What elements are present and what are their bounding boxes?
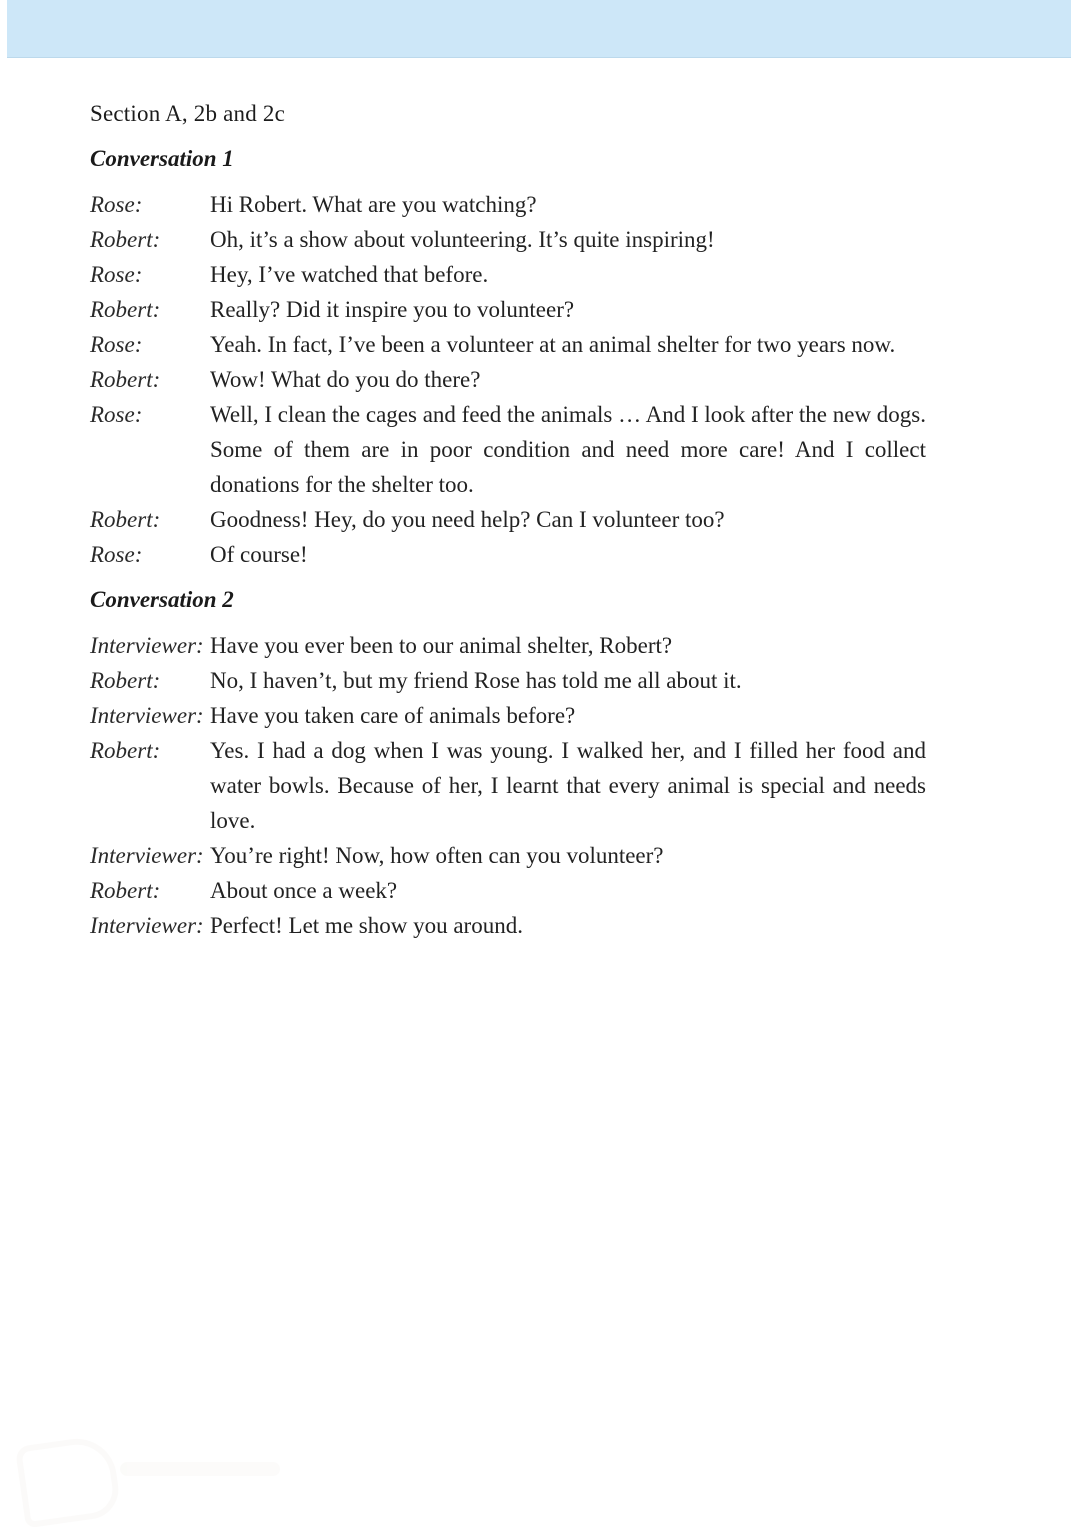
- utterance-text: Hey, I’ve watched that before.: [210, 262, 489, 287]
- conversation-1-lines: [90, 187, 926, 572]
- dialogue-row: [90, 628, 926, 663]
- utterance-text: Oh, it’s a show about volunteering. It’s quite inspiring!: [210, 227, 715, 252]
- speaker-label: Robert:: [90, 878, 161, 903]
- conversation-2-lines: [90, 628, 926, 943]
- speaker-label: Robert:: [90, 297, 161, 322]
- speaker-label: Interviewer:: [90, 843, 204, 868]
- dialogue-row: [90, 362, 926, 397]
- conversation-2-title: Conversation 2: [90, 587, 234, 612]
- utterance-text: No, I haven’t, but my friend Rose has told me all about it.: [210, 668, 742, 693]
- utterance-text: Well, I clean the cages and feed the animals … And I look after the new dogs. Some of them are in poor condition and need more care! And I collect donations for the shelter too.: [210, 402, 927, 497]
- dialogue-row: [90, 257, 926, 292]
- dialogue-row: [90, 873, 926, 908]
- speaker-label: Robert:: [90, 507, 161, 532]
- utterance-text: Yes. I had a dog when I was young. I walked her, and I filled her food and water bowls. Because of her, I learnt that every animal is special and needs love.: [210, 738, 926, 833]
- script-content: [90, 96, 926, 943]
- dialogue-row: [90, 908, 926, 943]
- utterance-text: Wow! What do you do there?: [210, 367, 481, 392]
- utterance-text: Have you taken care of animals before?: [210, 703, 576, 728]
- utterance-text: Have you ever been to our animal shelter, Robert?: [210, 633, 673, 658]
- conversation-1-title: Conversation 1: [90, 146, 234, 171]
- speaker-label: Rose:: [90, 332, 143, 357]
- section-title: Section A, 2b and 2c: [90, 101, 285, 126]
- dialogue-row: [90, 733, 926, 838]
- watermark-smudge: [120, 1462, 280, 1476]
- dialogue-row: [90, 222, 926, 257]
- top-banner: [7, 0, 1071, 58]
- speaker-label: Rose:: [90, 542, 143, 567]
- utterance-text: Hi Robert. What are you watching?: [210, 192, 537, 217]
- dialogue-row: [90, 397, 926, 502]
- utterance-text: Really? Did it inspire you to volunteer?: [210, 297, 575, 322]
- speaker-label: Interviewer:: [90, 913, 204, 938]
- speaker-label: Interviewer:: [90, 703, 204, 728]
- utterance-text: Yeah. In fact, I’ve been a volunteer at an animal shelter for two years now.: [210, 332, 896, 357]
- watermark-mark-icon: [15, 1434, 122, 1527]
- utterance-text: Perfect! Let me show you around.: [210, 913, 523, 938]
- faint-scan-watermark: [10, 1430, 310, 1520]
- dialogue-row: [90, 838, 926, 873]
- dialogue-row: [90, 187, 926, 222]
- utterance-text: About once a week?: [210, 878, 398, 903]
- dialogue-row: [90, 327, 926, 362]
- speaker-label: Robert:: [90, 227, 161, 252]
- speaker-label: Robert:: [90, 738, 161, 763]
- dialogue-row: [90, 663, 926, 698]
- utterance-text: You’re right! Now, how often can you volunteer?: [210, 843, 664, 868]
- dialogue-row: [90, 502, 926, 537]
- speaker-label: Robert:: [90, 367, 161, 392]
- utterance-text: Goodness! Hey, do you need help? Can I volunteer too?: [210, 507, 725, 532]
- dialogue-row: [90, 537, 926, 572]
- speaker-label: Robert:: [90, 668, 161, 693]
- speaker-label: Rose:: [90, 192, 143, 217]
- speaker-label: Rose:: [90, 262, 143, 287]
- dialogue-row: [90, 292, 926, 327]
- dialogue-row: [90, 698, 926, 733]
- speaker-label: Rose:: [90, 402, 143, 427]
- speaker-label: Interviewer:: [90, 633, 204, 658]
- utterance-text: Of course!: [210, 542, 308, 567]
